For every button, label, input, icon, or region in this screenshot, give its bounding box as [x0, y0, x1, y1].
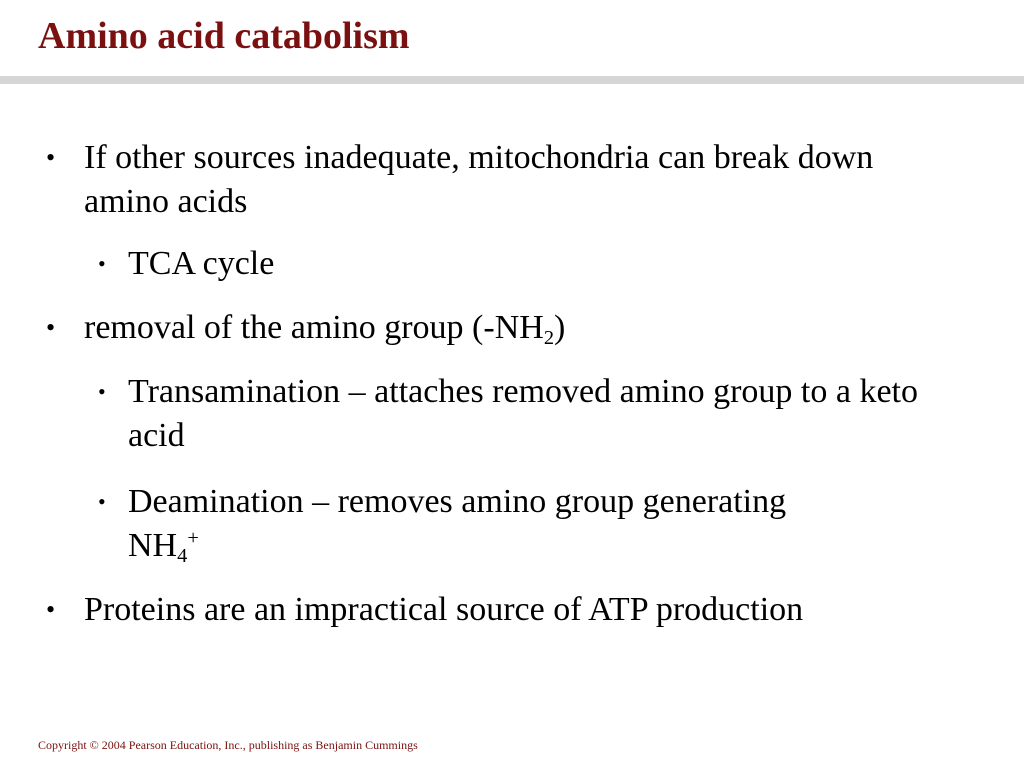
- bullet-item: [46, 588, 884, 632]
- bullet-dot: •: [46, 595, 56, 624]
- superscript: +: [187, 527, 199, 549]
- slide-title: Amino acid catabolism: [38, 15, 410, 57]
- bullet-text: Transamination – attaches removed amino group to a keto acid: [128, 373, 919, 454]
- bullet-dot: •: [98, 489, 106, 514]
- copyright-footer: Copyright © 2004 Pearson Education, Inc., publishing as Benjamin Cummings: [38, 738, 418, 752]
- sub-bullet-item: [98, 480, 828, 568]
- sub-bullet-item: [98, 242, 948, 286]
- bullet-text-end: ): [554, 309, 566, 346]
- bullet-text: TCA cycle: [128, 245, 275, 282]
- bullet-dot: •: [98, 379, 106, 404]
- bullet-item: [46, 136, 944, 224]
- bullet-text-main: removal of the amino group (-NH: [84, 309, 544, 346]
- bullet-dot: •: [46, 313, 56, 342]
- bullet-text: [128, 483, 787, 567]
- bullet-dot: •: [46, 143, 56, 172]
- bullet-text-main: Deamination – removes amino group generating NH: [128, 483, 787, 564]
- bullet-text: [84, 309, 566, 349]
- bullet-dot: •: [98, 251, 106, 276]
- subscript: 2: [543, 327, 555, 349]
- bullet-item: [46, 306, 944, 350]
- bullet-text: Proteins are an impractical source of ATP production: [84, 591, 804, 628]
- subscript: 4: [177, 545, 188, 567]
- sub-bullet-item: [98, 370, 948, 458]
- bullet-text: If other sources inadequate, mitochondria can break down amino acids: [84, 139, 874, 220]
